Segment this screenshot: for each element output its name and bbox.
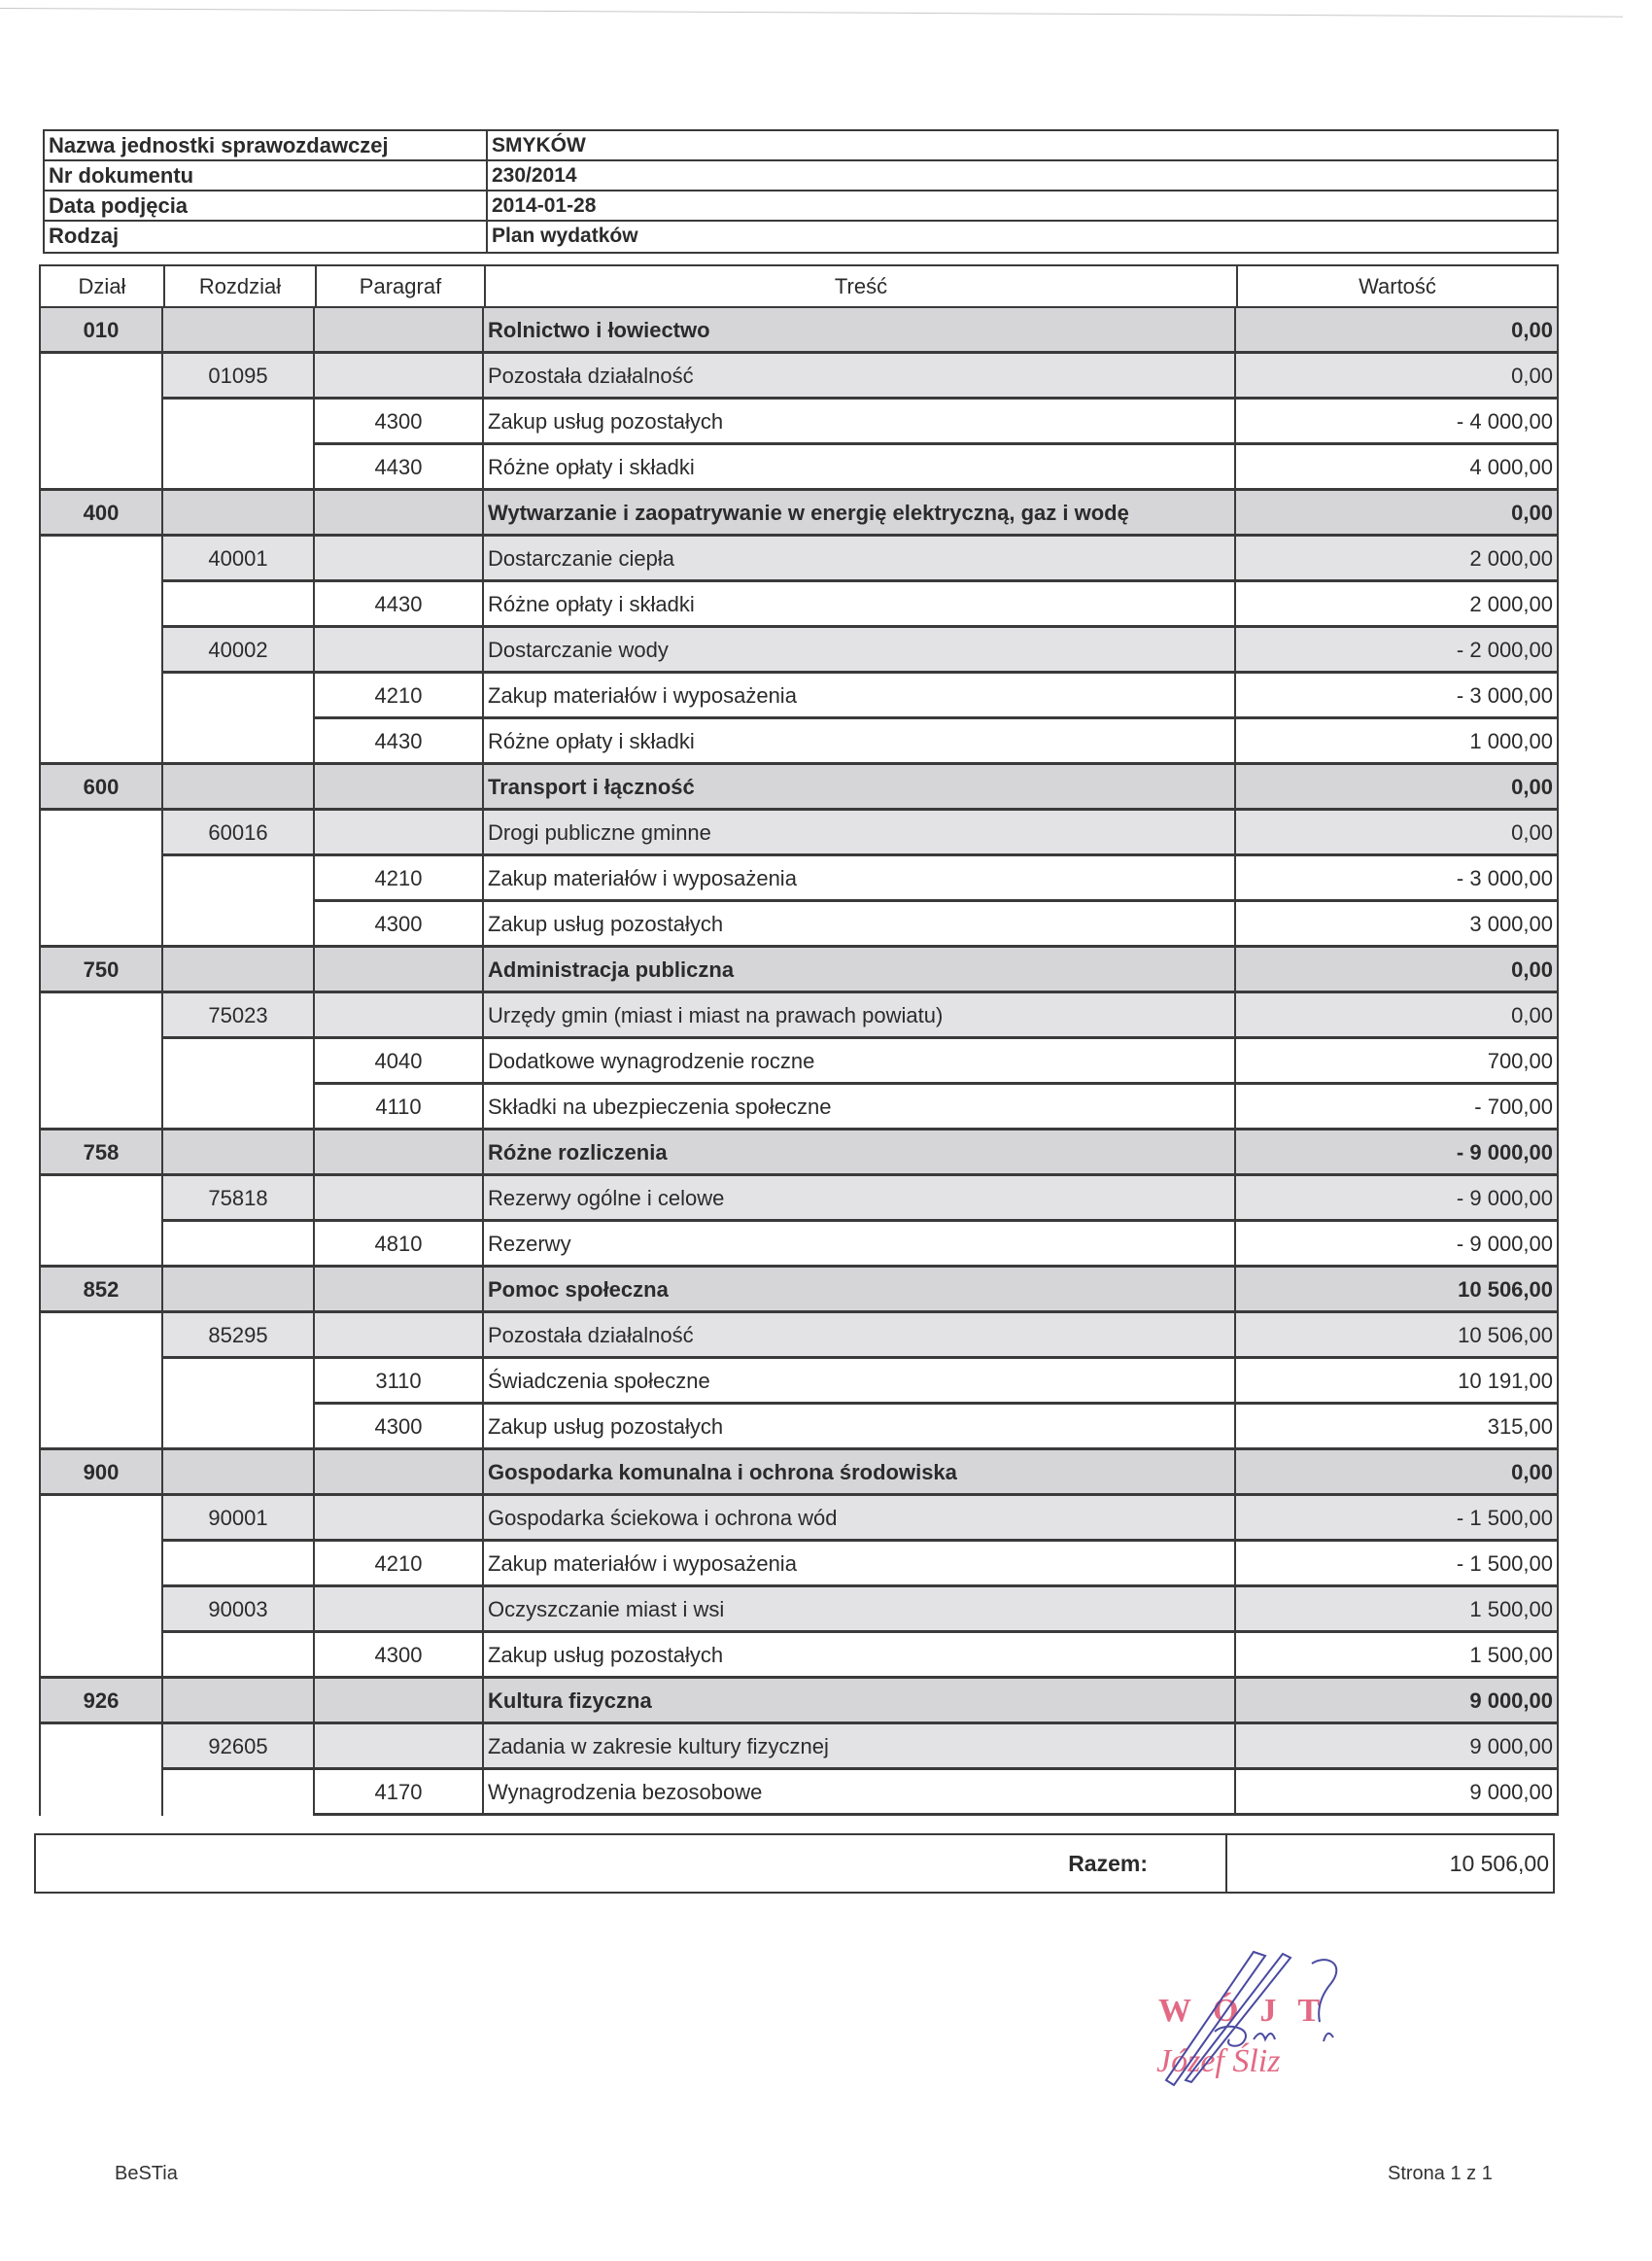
cell-tresc: Składki na ubezpieczenia społeczne (484, 1085, 1236, 1130)
cell-wartosc: - 3 000,00 (1236, 856, 1559, 902)
cell-wartosc: 10 191,00 (1236, 1359, 1559, 1405)
cell-rozdzial (163, 445, 315, 491)
cell-rozdzial (163, 400, 315, 445)
header-dzial: Dział (41, 266, 165, 306)
info-label: Nazwa jednostki sprawozdawczej (45, 131, 488, 159)
total-row (34, 1833, 1555, 1894)
cell-rozdzial (163, 1679, 315, 1724)
table-row (39, 1587, 1559, 1633)
cell-dzial: 600 (39, 765, 163, 811)
stamp-title: WÓJT (1158, 1993, 1342, 2029)
cell-paragraf (315, 1130, 484, 1176)
cell-rozdzial: 40002 (163, 628, 315, 674)
cell-rozdzial (163, 948, 315, 993)
table-row (39, 674, 1559, 719)
document-info-table (43, 129, 1559, 254)
cell-paragraf (315, 354, 484, 400)
cell-rozdzial (163, 719, 315, 765)
cell-paragraf (315, 1587, 484, 1633)
cell-paragraf (315, 1496, 484, 1542)
table-row (39, 719, 1559, 765)
cell-rozdzial (163, 491, 315, 537)
cell-tresc: Różne opłaty i składki (484, 445, 1236, 491)
cell-dzial (39, 445, 163, 491)
table-row (39, 628, 1559, 674)
cell-wartosc: 9 000,00 (1236, 1770, 1559, 1816)
cell-rozdzial: 92605 (163, 1724, 315, 1770)
cell-tresc: Rezerwy ogólne i celowe (484, 1176, 1236, 1222)
cell-dzial: 852 (39, 1268, 163, 1313)
cell-wartosc: - 9 000,00 (1236, 1176, 1559, 1222)
cell-tresc: Różne opłaty i składki (484, 582, 1236, 628)
cell-paragraf (315, 993, 484, 1039)
cell-tresc: Oczyszczanie miast i wsi (484, 1587, 1236, 1633)
cell-wartosc: - 2 000,00 (1236, 628, 1559, 674)
table-row (39, 1313, 1559, 1359)
cell-tresc: Zakup materiałów i wyposażenia (484, 1542, 1236, 1587)
table-row (39, 1405, 1559, 1450)
cell-dzial (39, 400, 163, 445)
cell-dzial: 010 (39, 308, 163, 354)
info-value: Plan wydatków (492, 225, 638, 247)
cell-wartosc: 10 506,00 (1236, 1268, 1559, 1313)
cell-wartosc: 10 506,00 (1236, 1313, 1559, 1359)
cell-rozdzial: 75818 (163, 1176, 315, 1222)
cell-rozdzial (163, 1542, 315, 1587)
cell-rozdzial (163, 1085, 315, 1130)
cell-wartosc: 0,00 (1236, 308, 1559, 354)
info-value: 230/2014 (492, 164, 577, 187)
table-row (39, 491, 1559, 537)
table-row (39, 948, 1559, 993)
cell-tresc: Drogi publiczne gminne (484, 811, 1236, 856)
table-row (39, 1450, 1559, 1496)
cell-paragraf: 4810 (315, 1222, 484, 1268)
cell-dzial: 926 (39, 1679, 163, 1724)
cell-dzial (39, 1176, 163, 1222)
info-value: SMYKÓW (492, 134, 586, 157)
cell-paragraf (315, 537, 484, 582)
cell-rozdzial (163, 674, 315, 719)
info-value: 2014-01-28 (492, 194, 597, 217)
cell-rozdzial: 75023 (163, 993, 315, 1039)
table-row (39, 400, 1559, 445)
table-row (39, 902, 1559, 948)
footer-page-number: Strona 1 z 1 (1388, 2163, 1493, 2184)
cell-dzial: 900 (39, 1450, 163, 1496)
header-tresc: Treść (486, 266, 1238, 306)
table-row (39, 1268, 1559, 1313)
cell-paragraf: 4430 (315, 719, 484, 765)
info-row-doc-number (45, 161, 1557, 191)
scan-edge-line (0, 8, 1623, 17)
table-header (39, 264, 1559, 308)
cell-wartosc: 1 500,00 (1236, 1633, 1559, 1679)
cell-wartosc: - 9 000,00 (1236, 1130, 1559, 1176)
cell-wartosc: 9 000,00 (1236, 1724, 1559, 1770)
cell-paragraf: 4300 (315, 902, 484, 948)
cell-dzial (39, 674, 163, 719)
cell-paragraf: 4300 (315, 1405, 484, 1450)
table-row (39, 537, 1559, 582)
cell-rozdzial: 01095 (163, 354, 315, 400)
cell-dzial (39, 1496, 163, 1542)
cell-paragraf (315, 1450, 484, 1496)
cell-rozdzial: 40001 (163, 537, 315, 582)
cell-paragraf: 4040 (315, 1039, 484, 1085)
cell-rozdzial (163, 582, 315, 628)
cell-dzial (39, 354, 163, 400)
cell-paragraf: 3110 (315, 1359, 484, 1405)
cell-tresc: Zadania w zakresie kultury fizycznej (484, 1724, 1236, 1770)
cell-tresc: Świadczenia społeczne (484, 1359, 1236, 1405)
header-wartosc: Wartość (1359, 274, 1436, 298)
cell-tresc: Dostarczanie wody (484, 628, 1236, 674)
cell-tresc: Pozostała działalność (484, 354, 1236, 400)
cell-tresc: Rezerwy (484, 1222, 1236, 1268)
cell-wartosc: 0,00 (1236, 811, 1559, 856)
cell-dzial: 400 (39, 491, 163, 537)
cell-rozdzial (163, 308, 315, 354)
table-row (39, 308, 1559, 354)
cell-paragraf: 4110 (315, 1085, 484, 1130)
stamp-name: Józef Śliz (1156, 2043, 1281, 2079)
cell-wartosc: - 4 000,00 (1236, 400, 1559, 445)
cell-wartosc: 3 000,00 (1236, 902, 1559, 948)
cell-tresc: Pomoc społeczna (484, 1268, 1236, 1313)
total-value: 10 506,00 (1449, 1851, 1549, 1876)
cell-dzial (39, 1633, 163, 1679)
cell-wartosc: 0,00 (1236, 765, 1559, 811)
cell-tresc: Administracja publiczna (484, 948, 1236, 993)
cell-tresc: Pozostała działalność (484, 1313, 1236, 1359)
cell-wartosc: 0,00 (1236, 491, 1559, 537)
cell-rozdzial (163, 1359, 315, 1405)
cell-wartosc: 1 500,00 (1236, 1587, 1559, 1633)
cell-wartosc: 4 000,00 (1236, 445, 1559, 491)
header-paragraf: Paragraf (317, 266, 486, 306)
cell-dzial: 750 (39, 948, 163, 993)
cell-paragraf (315, 1313, 484, 1359)
cell-dzial (39, 1724, 163, 1770)
info-row-type (45, 222, 1557, 252)
table-row (39, 765, 1559, 811)
cell-paragraf: 4210 (315, 1542, 484, 1587)
signature-icon (1147, 1934, 1399, 2100)
cell-wartosc: - 9 000,00 (1236, 1222, 1559, 1268)
cell-dzial (39, 628, 163, 674)
table-row (39, 1085, 1559, 1130)
cell-paragraf (315, 765, 484, 811)
cell-wartosc: 2 000,00 (1236, 537, 1559, 582)
cell-rozdzial: 85295 (163, 1313, 315, 1359)
info-label: Data podjęcia (45, 191, 488, 220)
cell-tresc: Dostarczanie ciepła (484, 537, 1236, 582)
cell-tresc: Dodatkowe wynagrodzenie roczne (484, 1039, 1236, 1085)
table-row (39, 856, 1559, 902)
table-row (39, 582, 1559, 628)
cell-rozdzial (163, 1770, 315, 1816)
total-label: Razem: (36, 1835, 1227, 1892)
table-row (39, 811, 1559, 856)
cell-rozdzial (163, 856, 315, 902)
cell-paragraf (315, 811, 484, 856)
cell-tresc: Zakup usług pozostałych (484, 1633, 1236, 1679)
table-body (39, 308, 1559, 1816)
table-row (39, 1176, 1559, 1222)
table-row (39, 1039, 1559, 1085)
cell-tresc: Gospodarka ściekowa i ochrona wód (484, 1496, 1236, 1542)
cell-paragraf: 4210 (315, 856, 484, 902)
table-row (39, 445, 1559, 491)
cell-rozdzial: 60016 (163, 811, 315, 856)
cell-rozdzial: 90003 (163, 1587, 315, 1633)
cell-dzial (39, 1542, 163, 1587)
table-row (39, 1359, 1559, 1405)
table-row (39, 1542, 1559, 1587)
official-stamp-signature (1147, 1934, 1399, 2100)
table-row (39, 1770, 1559, 1816)
cell-rozdzial (163, 1268, 315, 1313)
cell-dzial (39, 1222, 163, 1268)
footer-software-name: BeSTia (115, 2163, 178, 2184)
cell-rozdzial (163, 765, 315, 811)
cell-dzial: 758 (39, 1130, 163, 1176)
cell-dzial (39, 902, 163, 948)
cell-tresc: Różne rozliczenia (484, 1130, 1236, 1176)
cell-wartosc: 2 000,00 (1236, 582, 1559, 628)
cell-wartosc: - 1 500,00 (1236, 1496, 1559, 1542)
table-row (39, 993, 1559, 1039)
cell-paragraf (315, 628, 484, 674)
cell-dzial (39, 1313, 163, 1359)
cell-tresc: Rolnictwo i łowiectwo (484, 308, 1236, 354)
cell-wartosc: 700,00 (1236, 1039, 1559, 1085)
cell-wartosc: 0,00 (1236, 993, 1559, 1039)
cell-tresc: Zakup materiałów i wyposażenia (484, 856, 1236, 902)
cell-rozdzial: 90001 (163, 1496, 315, 1542)
cell-wartosc: 0,00 (1236, 354, 1559, 400)
cell-dzial (39, 856, 163, 902)
cell-wartosc: - 700,00 (1236, 1085, 1559, 1130)
cell-dzial (39, 1039, 163, 1085)
cell-dzial (39, 719, 163, 765)
cell-dzial (39, 1085, 163, 1130)
cell-paragraf (315, 1268, 484, 1313)
table-row (39, 1222, 1559, 1268)
table-row (39, 1679, 1559, 1724)
cell-tresc: Różne opłaty i składki (484, 719, 1236, 765)
cell-tresc: Gospodarka komunalna i ochrona środowiska (484, 1450, 1236, 1496)
cell-paragraf: 4300 (315, 1633, 484, 1679)
cell-tresc: Kultura fizyczna (484, 1679, 1236, 1724)
cell-wartosc: 1 000,00 (1236, 719, 1559, 765)
info-row-unit (45, 131, 1557, 161)
cell-tresc: Zakup usług pozostałych (484, 400, 1236, 445)
cell-paragraf: 4430 (315, 582, 484, 628)
cell-paragraf (315, 491, 484, 537)
cell-dzial (39, 811, 163, 856)
cell-rozdzial (163, 1633, 315, 1679)
cell-wartosc: - 1 500,00 (1236, 1542, 1559, 1587)
table-row (39, 354, 1559, 400)
cell-dzial (39, 537, 163, 582)
cell-paragraf: 4210 (315, 674, 484, 719)
cell-tresc: Wynagrodzenia bezosobowe (484, 1770, 1236, 1816)
cell-paragraf: 4170 (315, 1770, 484, 1816)
cell-wartosc: 0,00 (1236, 1450, 1559, 1496)
cell-tresc: Transport i łączność (484, 765, 1236, 811)
cell-wartosc: 9 000,00 (1236, 1679, 1559, 1724)
cell-paragraf (315, 308, 484, 354)
cell-dzial (39, 582, 163, 628)
cell-tresc: Zakup materiałów i wyposażenia (484, 674, 1236, 719)
cell-dzial (39, 1770, 163, 1816)
cell-rozdzial (163, 1405, 315, 1450)
cell-dzial (39, 1587, 163, 1633)
table-row (39, 1496, 1559, 1542)
cell-rozdzial (163, 1222, 315, 1268)
cell-dzial (39, 1405, 163, 1450)
cell-wartosc: - 3 000,00 (1236, 674, 1559, 719)
table-row (39, 1633, 1559, 1679)
cell-rozdzial (163, 1450, 315, 1496)
cell-rozdzial (163, 1130, 315, 1176)
cell-paragraf (315, 1679, 484, 1724)
cell-rozdzial (163, 902, 315, 948)
header-rozdzial: Rozdział (165, 266, 317, 306)
table-row (39, 1724, 1559, 1770)
cell-tresc: Urzędy gmin (miast i miast na prawach powiatu) (484, 993, 1236, 1039)
cell-dzial (39, 993, 163, 1039)
cell-tresc: Zakup usług pozostałych (484, 902, 1236, 948)
cell-paragraf (315, 1176, 484, 1222)
table-row (39, 1130, 1559, 1176)
cell-dzial (39, 1359, 163, 1405)
cell-tresc: Zakup usług pozostałych (484, 1405, 1236, 1450)
cell-tresc: Wytwarzanie i zaopatrywanie w energię elektryczną, gaz i wodę (484, 491, 1236, 537)
budget-table (39, 264, 1559, 1816)
cell-paragraf (315, 1724, 484, 1770)
cell-paragraf: 4430 (315, 445, 484, 491)
info-row-date (45, 191, 1557, 222)
cell-wartosc: 315,00 (1236, 1405, 1559, 1450)
cell-rozdzial (163, 1039, 315, 1085)
cell-paragraf (315, 948, 484, 993)
info-label: Nr dokumentu (45, 161, 488, 190)
cell-wartosc: 0,00 (1236, 948, 1559, 993)
cell-paragraf: 4300 (315, 400, 484, 445)
info-label: Rodzaj (45, 222, 488, 252)
